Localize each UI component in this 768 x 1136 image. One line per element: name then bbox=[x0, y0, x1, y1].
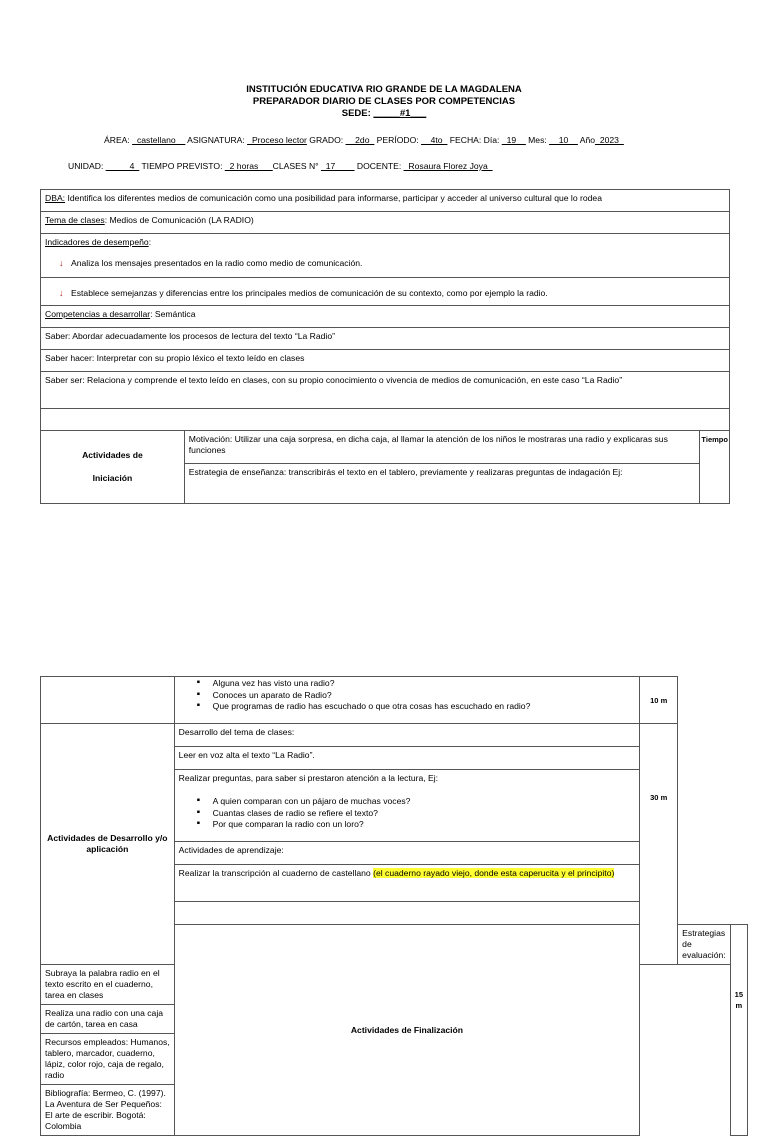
competencias-row: Competencias a desarrollar: Semántica bbox=[41, 306, 730, 328]
iniciacion-label: Actividades de Iniciación bbox=[41, 431, 185, 504]
iniciacion-continued-label bbox=[41, 677, 175, 724]
desarrollo-label: Actividades de Desarrollo y/o aplicación bbox=[41, 724, 175, 965]
finalizacion-estrategias: Estrategias de evaluación: bbox=[678, 925, 730, 965]
tiempo-iniciacion: 10 m bbox=[640, 677, 678, 724]
indicador-1: Analiza los mensajes presentados en la radio como medio de comunicación. bbox=[71, 258, 363, 268]
tiempo-header: Tiempo bbox=[700, 431, 730, 504]
arrow-bullet-icon: ↓ bbox=[59, 258, 64, 268]
desarrollo-tema: Desarrollo del tema de clases: bbox=[174, 724, 640, 747]
info-line-area: ÁREA: _castellano__ ASIGNATURA: _Proceso lector GRADO: __2do_ PERÍODO: __4to_ FECHA: Día: _19__ Mes: __10__ Año_2023_ bbox=[104, 135, 624, 145]
pregunta-desarrollo-3: ▪ Por que comparan la radio con un loro? bbox=[197, 819, 636, 831]
plan-table bbox=[40, 189, 730, 504]
planner-title: PREPARADOR DIARIO DE CLASES POR COMPETENCIAS bbox=[252, 96, 516, 107]
finalizacion-recursos: Recursos empleados: Humanos, tablero, marcador, cuaderno, lápiz, color rojo, caja de regalo, radio bbox=[41, 1034, 175, 1085]
pregunta-desarrollo-1: ▪ A quien comparan con un pájaro de muchas voces? bbox=[197, 796, 636, 808]
info-line-unidad: UNIDAD: _____4_ TIEMPO PREVISTO: _2 horas___CLASES N° _17____ DOCENTE: _Rosaura Florez Joya_ bbox=[68, 161, 493, 171]
sede-line: SEDE: _____#1___ bbox=[341, 108, 427, 119]
dba-row: DBA: Identifica los diferentes medios de comunicación como una posibilidad para informarse, participar y acceder al universo cultural que lo rodea bbox=[41, 190, 730, 212]
highlighted-note: (el cuaderno rayado viejo, donde esta caperucita y el principito) bbox=[373, 868, 615, 878]
document-page-2 bbox=[0, 540, 768, 1131]
finalizacion-bibliografia: Bibliografía: Bermeo, C. (1997). La Aventura de Ser Pequeños: El arte de escribir. Bogotá: Colombia bbox=[41, 1085, 175, 1136]
institution-title: INSTITUCIÓN EDUCATIVA RIO GRANDE DE LA MAGDALENA bbox=[246, 84, 522, 95]
motivacion-cell: Motivación: Utilizar una caja sorpresa, en dicha caja, al llamar la atención de los niños le mostraras una radio y explicaras sus funciones bbox=[184, 431, 700, 464]
saber-hacer-row: Saber hacer: Interpretar con su propio léxico el texto leído en clases bbox=[41, 350, 730, 372]
pregunta-iniciacion-3: ▪ Que programas de radio has escuchado o que otra cosas has escuchado en radio? bbox=[197, 701, 636, 713]
arrow-bullet-icon: ↓ bbox=[59, 288, 64, 298]
empty-row bbox=[41, 409, 730, 431]
indicadores-row: Indicadores de desempeño: ↓ Analiza los mensajes presentados en la radio como medio de comunicación. ↓ Establece semejanzas y diferencias entre los principales medios de comunicación de su contexto, como por ejemplo la radio. bbox=[41, 234, 730, 306]
finalizacion-label: Actividades de Finalización bbox=[174, 925, 640, 1136]
desarrollo-aprendizaje: Actividades de aprendizaje: bbox=[174, 842, 640, 865]
page-gap bbox=[0, 520, 768, 540]
document-page-1 bbox=[0, 0, 768, 540]
tiempo-desarrollo: 30 m bbox=[640, 724, 678, 965]
desarrollo-empty bbox=[174, 902, 640, 925]
pregunta-desarrollo-2: ▪ Cuantas clases de radio se refiere el texto? bbox=[197, 808, 636, 820]
activities-table bbox=[40, 676, 748, 1136]
pregunta-iniciacion-2: ▪ Conoces un aparato de Radio? bbox=[197, 690, 636, 702]
pregunta-iniciacion-1: ▪ Alguna vez has visto una radio? bbox=[197, 678, 636, 690]
tema-row: Tema de clases: Medios de Comunicación (LA RADIO) bbox=[41, 212, 730, 234]
finalizacion-subraya: Subraya la palabra radio en el texto escrito en el cuaderno, tarea en clases bbox=[41, 965, 175, 1005]
preguntas-iniciacion-cell bbox=[174, 677, 640, 724]
desarrollo-leer: Leer en voz alta el texto “La Radio”. bbox=[174, 747, 640, 770]
saber-row: Saber: Abordar adecuadamente los procesos de lectura del texto “La Radio” bbox=[41, 328, 730, 350]
indicador-2: Establece semejanzas y diferencias entre los principales medios de comunicación de su contexto, como por ejemplo la radio. bbox=[71, 288, 548, 298]
finalizacion-radio-caja: Realiza una radio con una caja de cartón, tarea en casa bbox=[41, 1005, 175, 1034]
desarrollo-preguntas: Realizar preguntas, para saber si prestaron atención a la lectura, Ej: ▪ A quien comparan con un pájaro de muchas voces? ▪ Cuantas clases de radio se refiere el texto? ▪ Por que comparan la radio con un loro? bbox=[174, 770, 640, 842]
tiempo-finalizacion: 15 m bbox=[730, 925, 747, 1136]
saber-ser-row: Saber ser: Relaciona y comprende el texto leído en clases, con su propio conocimiento o vivencia de medios de comunicación, en este caso “La Radio” bbox=[41, 372, 730, 409]
desarrollo-transcripcion: Realizar la transcripción al cuaderno de castellano (el cuaderno rayado viejo, donde esta caperucita y el principito) bbox=[174, 865, 640, 902]
estrategia-cell: Estrategia de enseñanza: transcribirás el texto en el tablero, previamente y realizaras preguntas de indagación Ej: bbox=[184, 464, 700, 504]
